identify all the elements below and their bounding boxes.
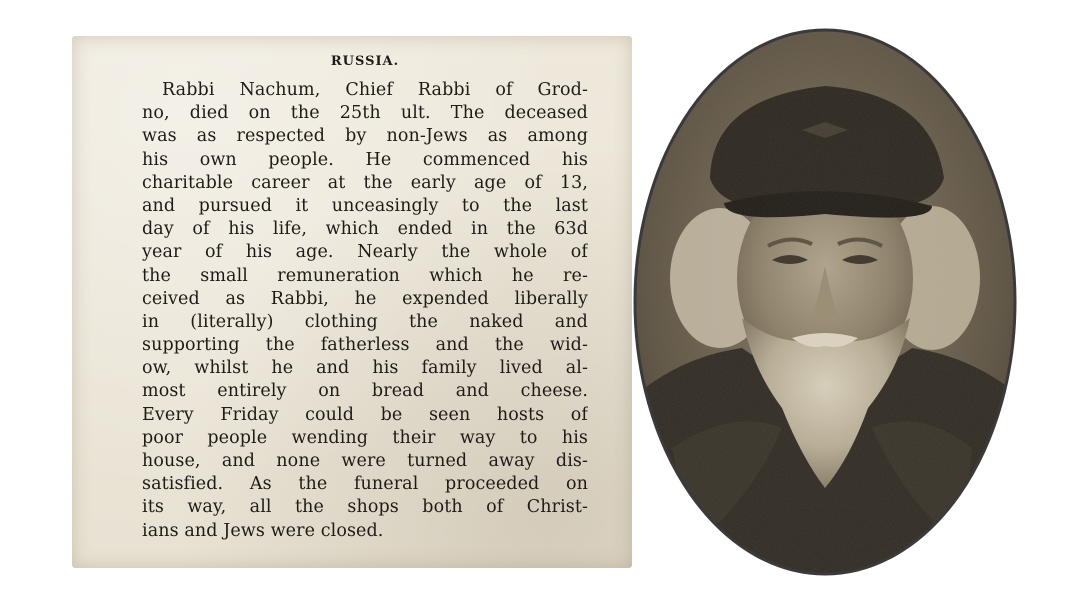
portrait-photo [632, 28, 1018, 576]
article-line: Rabbi Nachum, Chief Rabbi of Grod- [162, 80, 588, 100]
article-line: in (literally) clothing the naked and [142, 311, 588, 332]
article-line: his own people. He commenced his [142, 149, 588, 170]
newspaper-clipping [72, 36, 632, 568]
article-line: supporting the fatherless and the wid- [142, 335, 588, 356]
oval-portrait [632, 28, 1018, 576]
article-line: and pursued it unceasingly to the last [142, 195, 588, 216]
article-line: was as respected by non-Jews as among [142, 126, 588, 147]
article-line: ians and Jews were closed. [142, 520, 384, 541]
article-line: no, died on the 25th ult. The deceased [142, 103, 588, 124]
article-line: Every Friday could be seen hosts of [142, 404, 588, 425]
article-line: the small remuneration which he re- [142, 265, 588, 286]
article-line: most entirely on bread and cheese. [142, 381, 588, 402]
article-line: ceived as Rabbi, he expended liberally [142, 288, 588, 309]
article-line: day of his life, which ended in the 63d [142, 219, 588, 240]
article-line: ow, whilst he and his family lived al- [142, 358, 588, 379]
article-line: poor people wending their way to his [142, 427, 588, 448]
article-line: charitable career at the early age of 13, [142, 172, 588, 193]
article-body [142, 79, 588, 543]
article-line: satisfied. As the funeral proceeded on [142, 474, 588, 495]
clipping-heading: RUSSIA. [330, 54, 400, 69]
article-line: its way, all the shops both of Christ- [142, 497, 588, 518]
article-line: house, and none were turned away dis- [142, 451, 588, 471]
article-line: year of his age. Nearly the whole of [142, 242, 588, 263]
